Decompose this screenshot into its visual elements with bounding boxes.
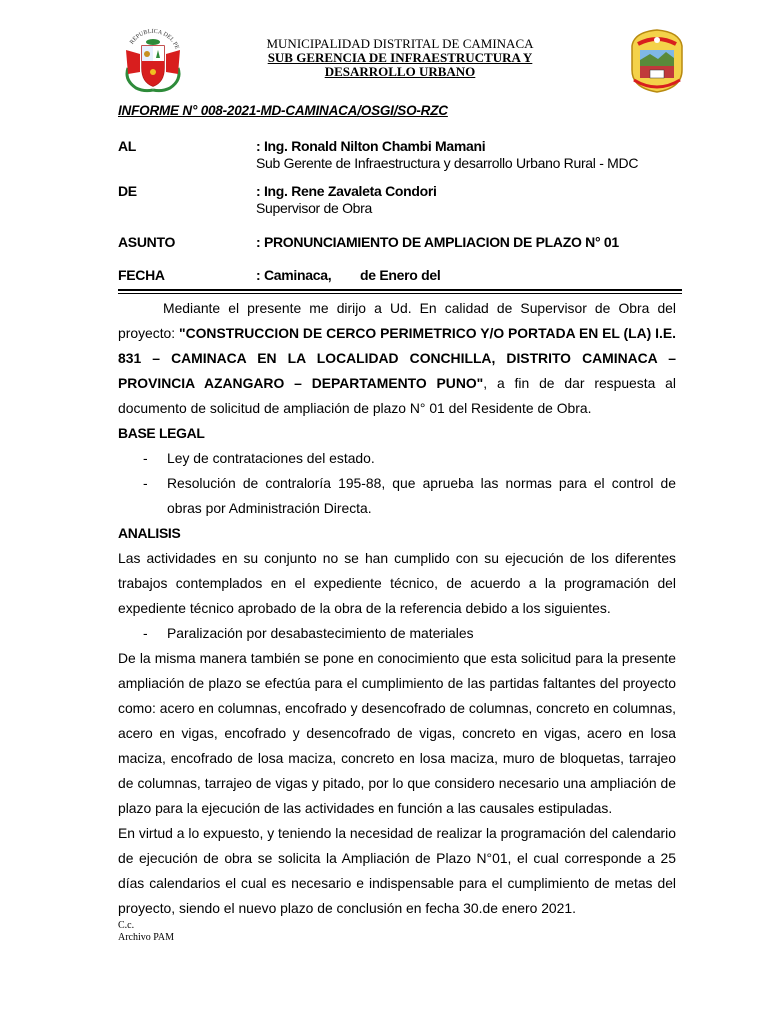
intro-text-2: , a fin de dar respuesta al documento de solicitud de ampliación de plazo N° 01 del Residente de Obra. <box>118 375 676 416</box>
de-name: : Ing. Rene Zavaleta Condori <box>256 183 437 199</box>
analisis-heading: ANALISIS <box>118 525 181 541</box>
fecha-value <box>256 267 440 283</box>
asunto-value <box>256 234 619 250</box>
informe-number: INFORME N° 008-2021-MD-CAMINACA/OSGI/SO-RZC <box>118 103 448 118</box>
intro-text-1: Mediante el presente me dirijo a Ud. En calidad de Supervisor de Obra del proyecto: <box>118 300 676 341</box>
analisis-paragraph-3: En virtud a lo expuesto, y teniendo la necesidad de realizar la programación del calendario de ejecución de obra se solicita la Ampliación de Plazo N°01, el cual corresponde a 25 días calendarios el cual es necesario e indispensable para el cumplimiento de metas del proyecto, siendo el nuevo plazo de conclusión en fecha 30.de enero 2021. <box>118 825 676 916</box>
asunto-label: ASUNTO <box>118 234 176 250</box>
de-position: Supervisor de Obra <box>256 200 372 216</box>
project-name: "CONSTRUCCION DE CERCO PERIMETRICO Y/O PORTADA EN EL (LA) I.E. 831 – CAMINACA EN LA LOCALIDAD CONCHILLA, DISTRITO CAMINACA – PROVINCIA AZANGARO – DEPARTAMENTO PUNO" <box>118 325 677 391</box>
al-position: Sub Gerente de Infraestructura y desarrollo Urbano Rural - MDC <box>256 155 639 171</box>
analisis-item-1: Paralización por desabastecimiento de materiales <box>167 625 474 641</box>
list-item: - Resolución de contraloría 195-88, que aprueba las normas para el control de obras por Administración Directa. <box>143 475 676 516</box>
document-body <box>118 296 676 921</box>
peru-coat-of-arms-logo <box>118 28 188 94</box>
al-name: : Ing. Ronald Nilton Chambi Mamani <box>256 138 486 154</box>
al-value <box>256 138 485 154</box>
fecha-text: : Caminaca, de Enero del <box>256 267 441 283</box>
sub-gerencia-line-1: SUB GERENCIA DE INFRAESTRUCTURA Y <box>267 50 533 65</box>
sub-gerencia-line-2: DESARROLLO URBANO <box>324 64 476 79</box>
svg-text:REPUBLICA DEL PERU: REPUBLICA DEL PE <box>129 28 180 51</box>
al-label: AL <box>118 138 137 154</box>
analisis-list <box>118 621 676 646</box>
list-item: - Ley de contrataciones del estado. <box>143 450 375 466</box>
intro-paragraph <box>118 296 676 421</box>
list-item: - Paralización por desabastecimiento de materiales <box>143 625 474 641</box>
analisis-paragraph-1: Las actividades en su conjunto no se han cumplido con su ejecución de los diferentes trabajos contemplados en el expediente técnico, de acuerdo a la programación del expediente técnico aprobado de la obra de la referencia debido a los siguientes. <box>118 550 676 616</box>
analisis-paragraph-2: De la misma manera también se pone en conocimiento que esta solicitud para la presente ampliación de plazo se efectúa para el cumplimiento de las partidas faltantes del proyecto como: acero en columnas, encofrado y desencofrado de columnas, concreto en columnas, acero en vigas, encofrado y desencofrado de vigas, concreto en vigas, acero en losa maciza, encofrado de losa maciza, concreto en losa maciza, muro de bloquetas, tarrajeo de columnas, tarrajeo de vigas y pitado, por lo que considero necesario una ampliación de plazo para la ejecución de las actividades en función a las causales estipuladas. <box>118 650 676 816</box>
base-legal-item-2: Resolución de contraloría 195-88, que aprueba las normas para el control de obras por Administración Directa. <box>167 475 676 516</box>
header-divider-thin <box>118 293 682 294</box>
base-legal-list <box>118 446 676 521</box>
municipality-name: MUNICIPALIDAD DISTRITAL DE CAMINACA <box>266 36 534 51</box>
cc-label: C.c. <box>118 920 135 931</box>
header-divider <box>118 289 682 291</box>
caminaca-crest-logo <box>626 26 688 94</box>
asunto-text: : PRONUNCIAMIENTO DE AMPLIACION DE PLAZO N° 01 <box>256 234 619 250</box>
base-legal-item-1: Ley de contrataciones del estado. <box>167 450 375 466</box>
de-label: DE <box>118 183 137 199</box>
archivo-label: Archivo PAM <box>118 932 175 943</box>
de-value <box>256 183 437 199</box>
fecha-label: FECHA <box>118 267 165 283</box>
base-legal-heading: BASE LEGAL <box>118 425 205 441</box>
